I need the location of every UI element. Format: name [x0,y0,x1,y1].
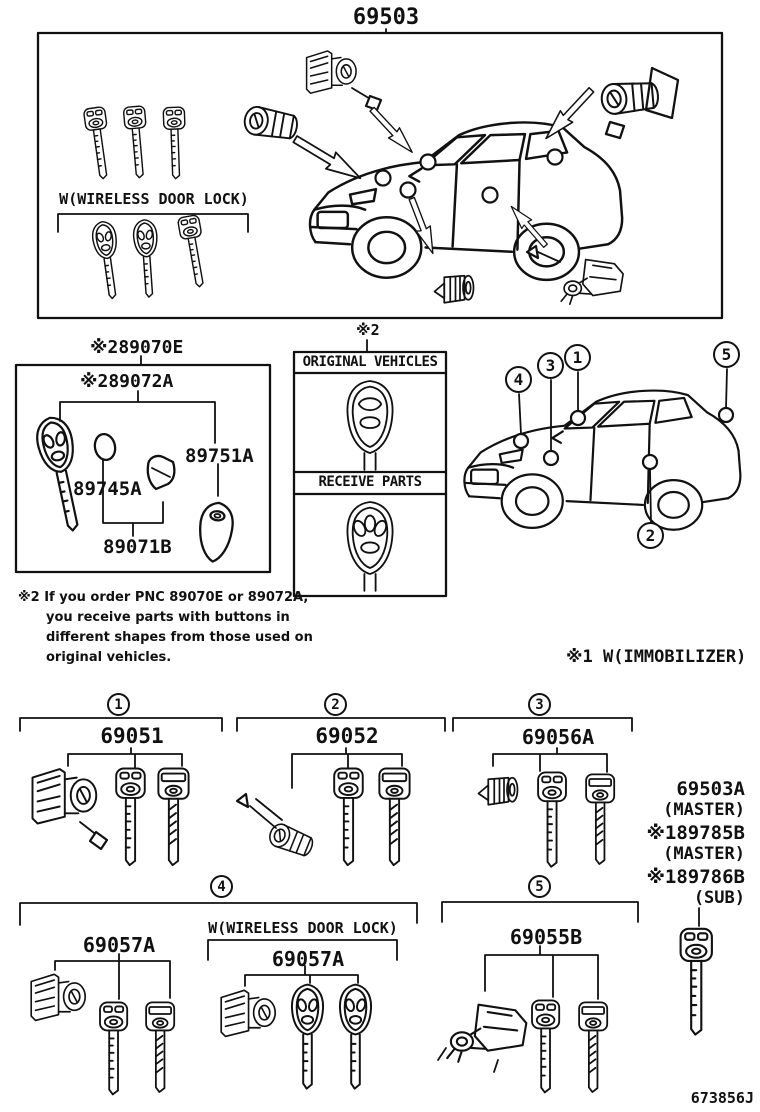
sub-label: (SUB) [693,888,745,908]
glovebox-cylinder-icon [435,276,474,303]
wireless-door-lock-label: W(WIRELESS DOOR LOCK) [59,190,249,208]
lock-cylinder-icon [221,990,275,1036]
key-icon [158,769,188,866]
ignition-cylinder-icon [33,769,97,823]
callout-car-art [464,369,740,530]
drawing-code: 673856J [690,1089,754,1107]
key-icon [538,772,566,866]
battery-icon [93,432,118,462]
arrow-icon [506,202,550,250]
immobilizer-note: ※1 W(IMMOBILIZER) [566,647,747,667]
remote-key-icon [91,220,125,300]
group-callout-5: 5 [528,875,551,898]
door-cylinder-icon [243,105,300,142]
arrow-icon [367,104,418,157]
original-fob-icon [347,381,392,470]
receive-parts-header: RECEIVE PARTS [318,474,422,490]
footnote-line-1: ※2 If you order PNC 89070E or 89072A, [18,590,309,605]
car-illustration [310,122,622,279]
car-callout-3: 3 [537,352,564,379]
part-number-69503a: 69503A [676,778,745,800]
receive-fob-icon [347,502,392,591]
group-callout-3: 3 [528,693,551,716]
master-label-2: (MASTER) [663,844,745,864]
footnote-line-2: you receive parts with buttons in [46,610,290,625]
footnote-line-3: different shapes from those used on [46,630,313,645]
car-callout-1: 1 [564,344,591,371]
key-icon [83,106,114,180]
master-key-art [681,908,712,1035]
wireless-door-lock-label-group4: W(WIRELESS DOOR LOCK) [208,919,398,937]
remote-key-icon [292,985,323,1089]
part-number-89785b: ※189785B [646,822,745,844]
key-icon [177,215,210,289]
part-number-69056a: 69056A [521,725,595,749]
remote-key-icon [340,985,371,1089]
key-icon [586,774,614,864]
footnote-line-4: original vehicles. [46,650,172,665]
part-number-69057a: 69057A [82,933,156,957]
key-cover-icon [197,501,235,563]
assembly-part-number: 69503 [352,5,420,30]
backdoor-lock-icon [447,1005,526,1062]
original-vehicles-header: ORIGINAL VEHICLES [302,354,438,370]
car-illustration [464,391,740,530]
part-number-89751a: 89751A [185,445,254,467]
remote-key-icon [133,219,161,298]
group-callout-2: 2 [324,693,347,716]
key-icon [146,1002,174,1092]
car-callout-4: 4 [505,366,532,393]
part-number-89071b: 89071B [103,536,172,558]
main-assembly-box-art [38,29,722,318]
remote-key-icon [33,414,91,534]
swap-box-ref: ※2 [356,321,380,339]
group-callout-4: 4 [210,875,233,898]
part-number-89745a: 89745A [73,478,142,500]
glovebox-cylinder-icon [479,778,518,805]
part-number-69052: 69052 [315,724,379,748]
key-icon [579,1002,607,1092]
ignition-cylinder-icon [307,51,357,93]
key-icon [334,769,363,866]
car-callout-2: 2 [637,522,664,549]
part-number-89786b: ※189786B [646,866,745,888]
key-icon [100,1002,127,1094]
key-icon [116,769,145,866]
master-label-1: (MASTER) [663,800,745,820]
backdoor-lock-icon [561,260,623,305]
part-number-69055b: 69055B [509,925,583,949]
part-number-69051: 69051 [100,724,164,748]
key-icon [163,107,187,179]
key-icon [379,769,409,866]
part-number-89070e: ※289070E [90,337,184,358]
group-callout-1: 1 [107,693,130,716]
car-callout-5: 5 [713,341,740,368]
part-number-69057a-wireless: 69057A [271,947,345,971]
key-icon [123,106,150,179]
lock-cylinder-icon [31,974,85,1020]
swap-box-art [294,340,446,596]
arrow-icon [540,84,598,144]
key-icon [532,1000,559,1092]
part-number-89072a: ※289072A [80,371,174,392]
sub-key-icon [681,929,712,1035]
